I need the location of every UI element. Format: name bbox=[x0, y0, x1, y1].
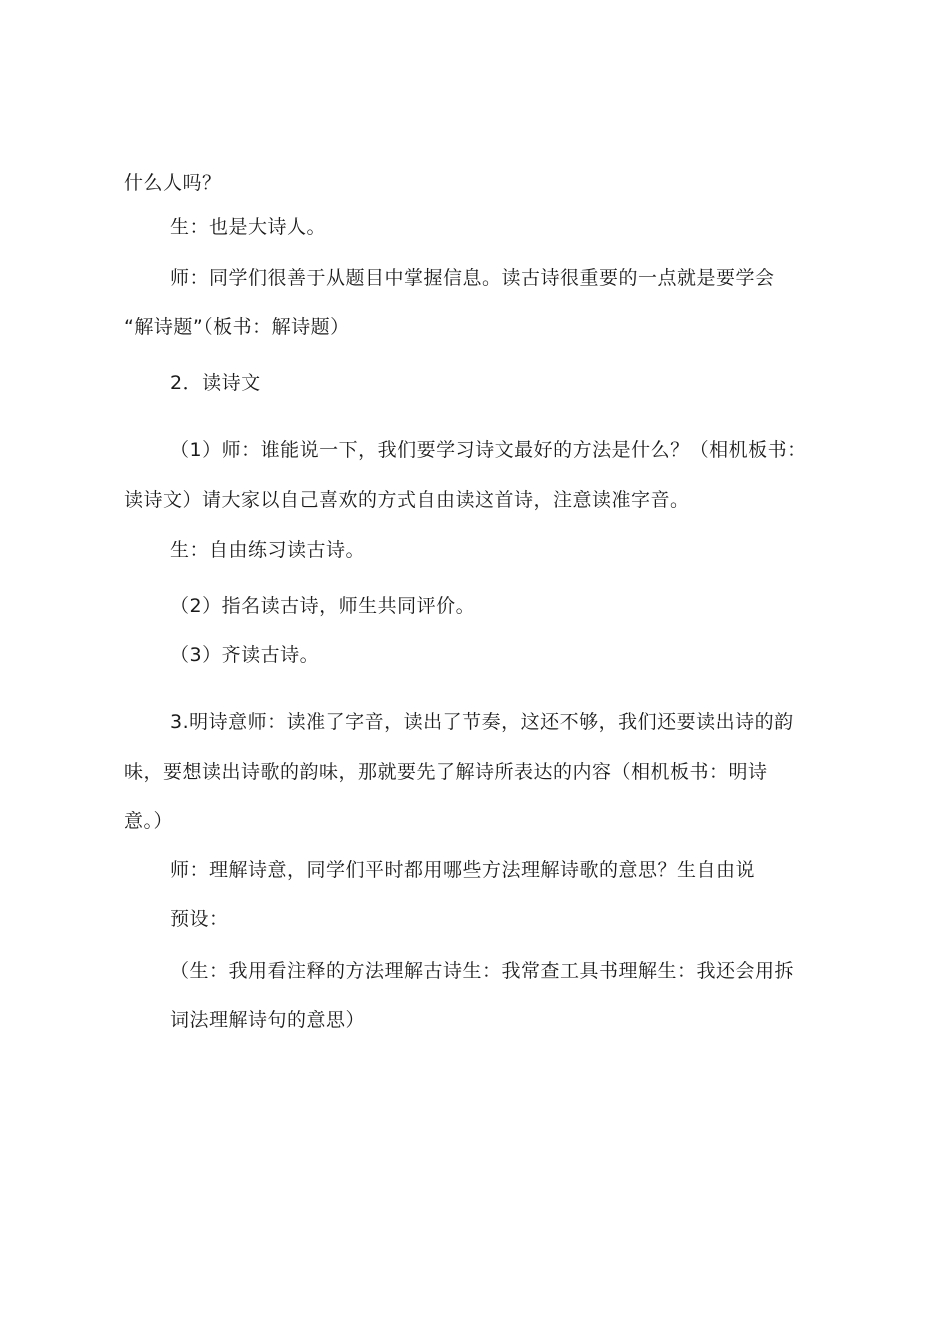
text-line-14: 师：理解诗意，同学们平时都用哪些方法理解诗歌的意思？生自由说 bbox=[170, 859, 756, 881]
text-line-7: 读诗文）请大家以自己喜欢的方式自由读这首诗，注意读准字音。 bbox=[124, 489, 690, 511]
text-line-2: 生：也是大诗人。 bbox=[170, 216, 327, 238]
text-line-16: （生：我用看注释的方法理解古诗生：我常查工具书理解生：我还会用拆 bbox=[170, 960, 795, 982]
text-line-15: 预设： bbox=[170, 908, 229, 930]
text-line-6: （1）师：谁能说一下，我们要学习诗文最好的方法是什么？（相机板书： bbox=[170, 439, 807, 461]
text-line-11: 3.明诗意师：读准了字音，读出了节奏，这还不够，我们还要读出诗的韵 bbox=[170, 711, 794, 733]
text-line-10: （3）齐读古诗。 bbox=[170, 644, 320, 666]
text-line-13: 意。） bbox=[124, 810, 174, 832]
text-line-1: 什么人吗？ bbox=[124, 172, 222, 194]
text-line-12: 味，要想读出诗歌的韵味，那就要先了解诗所表达的内容（相机板书：明诗 bbox=[124, 761, 768, 783]
text-line-9: （2）指名读古诗，师生共同评价。 bbox=[170, 595, 476, 617]
text-line-4: “解诗题”（板书：解诗题） bbox=[124, 316, 350, 338]
text-line-17: 词法理解诗句的意思） bbox=[170, 1009, 366, 1031]
section-heading-read-poem: 2．读诗文 bbox=[170, 372, 261, 394]
text-line-8: 生：自由练习读古诗。 bbox=[170, 539, 366, 561]
text-line-3: 师：同学们很善于从题目中掌握信息。读古诗很重要的一点就是要学会 bbox=[170, 267, 775, 289]
